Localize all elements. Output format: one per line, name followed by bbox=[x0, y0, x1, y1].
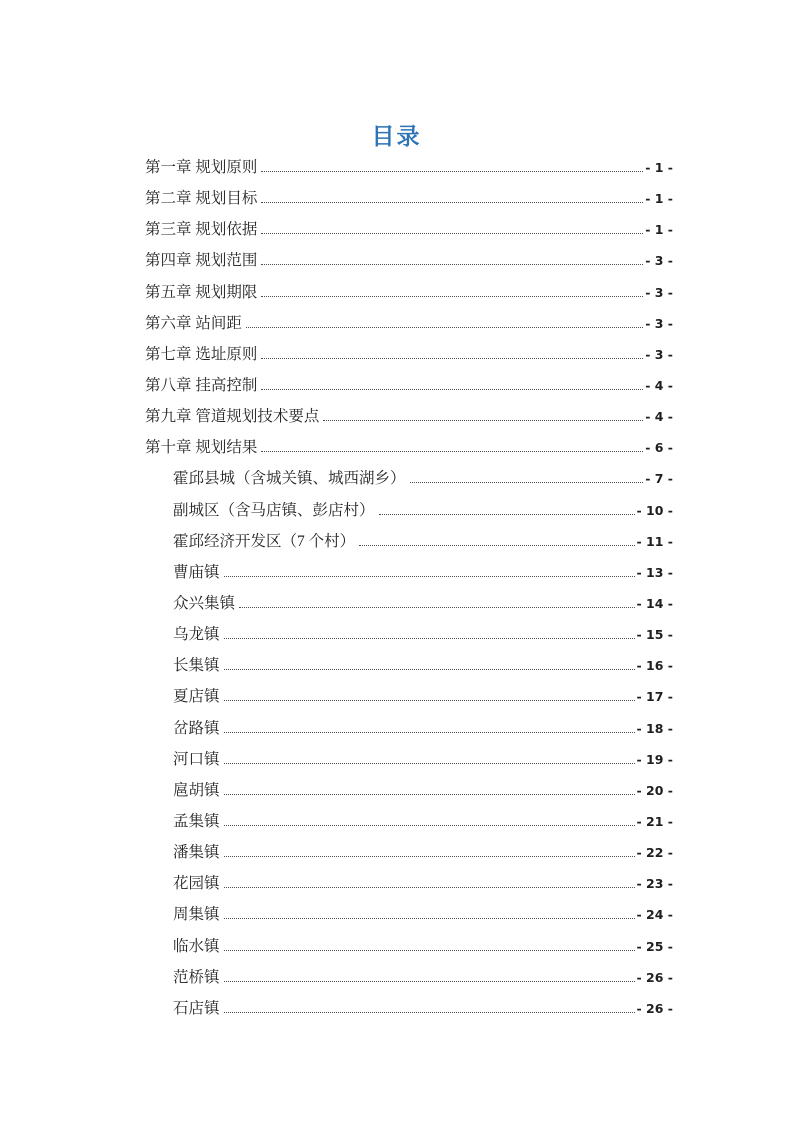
toc-entry-page: - 1 - bbox=[645, 222, 673, 238]
toc-entry-label: 夏店镇 bbox=[173, 688, 220, 706]
dot-leader bbox=[224, 914, 635, 919]
toc-entry-page: - 13 - bbox=[636, 564, 673, 580]
toc-entry[interactable] bbox=[145, 308, 673, 339]
toc-entry-page: - 4 - bbox=[645, 409, 673, 425]
toc-entry[interactable] bbox=[145, 214, 673, 245]
toc-entry[interactable] bbox=[145, 277, 673, 308]
toc-entry-label: 第三章 规划依据 bbox=[145, 221, 258, 239]
dot-leader bbox=[410, 478, 644, 483]
toc-entry-page: - 22 - bbox=[636, 845, 673, 861]
toc-entry-label: 长集镇 bbox=[173, 657, 220, 675]
toc-entry[interactable] bbox=[145, 432, 673, 463]
toc-entry-page: - 25 - bbox=[636, 938, 673, 954]
toc-entry-page: - 26 - bbox=[636, 1000, 673, 1016]
dot-leader bbox=[224, 665, 635, 670]
toc-entry[interactable] bbox=[145, 183, 673, 214]
dot-leader bbox=[261, 385, 643, 390]
dot-leader bbox=[261, 198, 643, 203]
toc-entry-label: 第八章 挂高控制 bbox=[145, 376, 258, 394]
dot-leader bbox=[224, 572, 635, 577]
dot-leader bbox=[239, 603, 635, 608]
toc-entry-label: 岔路镇 bbox=[173, 719, 220, 737]
toc-entry[interactable] bbox=[145, 868, 673, 899]
toc-entry-label: 孟集镇 bbox=[173, 812, 220, 830]
toc-entry[interactable] bbox=[145, 152, 673, 183]
toc-entry-label: 霍邱经济开发区（7 个村） bbox=[173, 532, 356, 550]
toc-entry[interactable] bbox=[145, 775, 673, 806]
dot-leader bbox=[379, 510, 635, 515]
toc-entry-label: 范桥镇 bbox=[173, 968, 220, 986]
toc-entry[interactable] bbox=[145, 681, 673, 712]
dot-leader bbox=[323, 416, 643, 421]
toc-entry-page: - 11 - bbox=[636, 533, 673, 549]
dot-leader bbox=[246, 323, 643, 328]
toc-entry-page: - 19 - bbox=[636, 751, 673, 767]
toc-entry[interactable] bbox=[145, 245, 673, 276]
toc-entry-label: 第十章 规划结果 bbox=[145, 439, 258, 457]
dot-leader bbox=[224, 728, 635, 733]
toc-entry-page: - 16 - bbox=[636, 658, 673, 674]
toc-entry[interactable] bbox=[145, 962, 673, 993]
toc-entry-page: - 7 - bbox=[645, 471, 673, 487]
toc-entry-page: - 3 - bbox=[645, 284, 673, 300]
toc-entry-label: 曹庙镇 bbox=[173, 563, 220, 581]
dot-leader bbox=[224, 790, 635, 795]
toc-entry[interactable] bbox=[145, 993, 673, 1024]
toc-list bbox=[145, 152, 673, 1024]
toc-entry-label: 第五章 规划期限 bbox=[145, 283, 258, 301]
toc-entry[interactable] bbox=[145, 744, 673, 775]
toc-entry-label: 临水镇 bbox=[173, 937, 220, 955]
toc-entry-label: 众兴集镇 bbox=[173, 594, 236, 612]
toc-entry[interactable] bbox=[145, 806, 673, 837]
toc-entry-label: 第七章 选址原则 bbox=[145, 345, 258, 363]
toc-entry-page: - 24 - bbox=[636, 907, 673, 923]
dot-leader bbox=[224, 1008, 635, 1013]
dot-leader bbox=[224, 977, 635, 982]
toc-entry[interactable] bbox=[145, 495, 673, 526]
toc-entry-page: - 21 - bbox=[636, 813, 673, 829]
dot-leader bbox=[261, 167, 643, 172]
toc-entry-page: - 17 - bbox=[636, 689, 673, 705]
toc-entry-label: 第九章 管道规划技术要点 bbox=[145, 408, 320, 426]
toc-entry-label: 河口镇 bbox=[173, 750, 220, 768]
toc-entry-page: - 4 - bbox=[645, 377, 673, 393]
toc-entry-label: 第六章 站间距 bbox=[145, 314, 242, 332]
toc-entry-page: - 20 - bbox=[636, 782, 673, 798]
toc-entry-label: 第二章 规划目标 bbox=[145, 190, 258, 208]
toc-entry-page: - 3 - bbox=[645, 253, 673, 269]
toc-entry[interactable] bbox=[145, 650, 673, 681]
dot-leader bbox=[261, 229, 643, 234]
dot-leader bbox=[261, 447, 643, 452]
toc-entry[interactable] bbox=[145, 619, 673, 650]
toc-entry-label: 石店镇 bbox=[173, 999, 220, 1017]
toc-entry-label: 扈胡镇 bbox=[173, 781, 220, 799]
dot-leader bbox=[224, 883, 635, 888]
toc-entry[interactable] bbox=[145, 713, 673, 744]
toc-entry[interactable] bbox=[145, 370, 673, 401]
toc-entry[interactable] bbox=[145, 837, 673, 868]
toc-entry-page: - 3 - bbox=[645, 346, 673, 362]
dot-leader bbox=[224, 852, 635, 857]
toc-entry-label: 乌龙镇 bbox=[173, 626, 220, 644]
toc-title: 目录 bbox=[371, 124, 422, 149]
toc-entry[interactable] bbox=[145, 526, 673, 557]
dot-leader bbox=[261, 292, 643, 297]
toc-entry-label: 第四章 规划范围 bbox=[145, 252, 258, 270]
toc-entry-page: - 3 - bbox=[645, 315, 673, 331]
toc-entry-label: 第一章 规划原则 bbox=[145, 159, 258, 176]
toc-entry-page: - 1 - bbox=[645, 160, 673, 175]
toc-entry[interactable] bbox=[145, 588, 673, 619]
toc-entry-label: 周集镇 bbox=[173, 906, 220, 924]
toc-entry-page: - 26 - bbox=[636, 969, 673, 985]
toc-entry-page: - 15 - bbox=[636, 627, 673, 643]
toc-entry-page: - 10 - bbox=[636, 502, 673, 518]
toc-entry[interactable] bbox=[145, 899, 673, 930]
toc-entry[interactable] bbox=[145, 401, 673, 432]
toc-entry[interactable] bbox=[145, 557, 673, 588]
toc-entry-label: 潘集镇 bbox=[173, 844, 220, 862]
toc-entry-page: - 1 - bbox=[645, 191, 673, 207]
dot-leader bbox=[261, 354, 643, 359]
toc-entry[interactable] bbox=[145, 339, 673, 370]
dot-leader bbox=[359, 541, 634, 546]
toc-entry-page: - 14 - bbox=[636, 595, 673, 611]
dot-leader bbox=[224, 696, 635, 701]
toc-entry-page: - 6 - bbox=[645, 440, 673, 456]
toc-entry[interactable] bbox=[145, 931, 673, 962]
toc-entry-label: 副城区（含马店镇、彭店村） bbox=[173, 501, 375, 519]
toc-entry-label: 花园镇 bbox=[173, 875, 220, 893]
dot-leader bbox=[224, 946, 635, 951]
dot-leader bbox=[261, 260, 643, 265]
toc-entry[interactable] bbox=[145, 463, 673, 494]
dot-leader bbox=[224, 759, 635, 764]
toc-entry-page: - 23 - bbox=[636, 876, 673, 892]
toc-entry-label: 霍邱县城（含城关镇、城西湖乡） bbox=[173, 470, 406, 488]
dot-leader bbox=[224, 634, 635, 639]
toc-entry-page: - 18 - bbox=[636, 720, 673, 736]
dot-leader bbox=[224, 821, 635, 826]
